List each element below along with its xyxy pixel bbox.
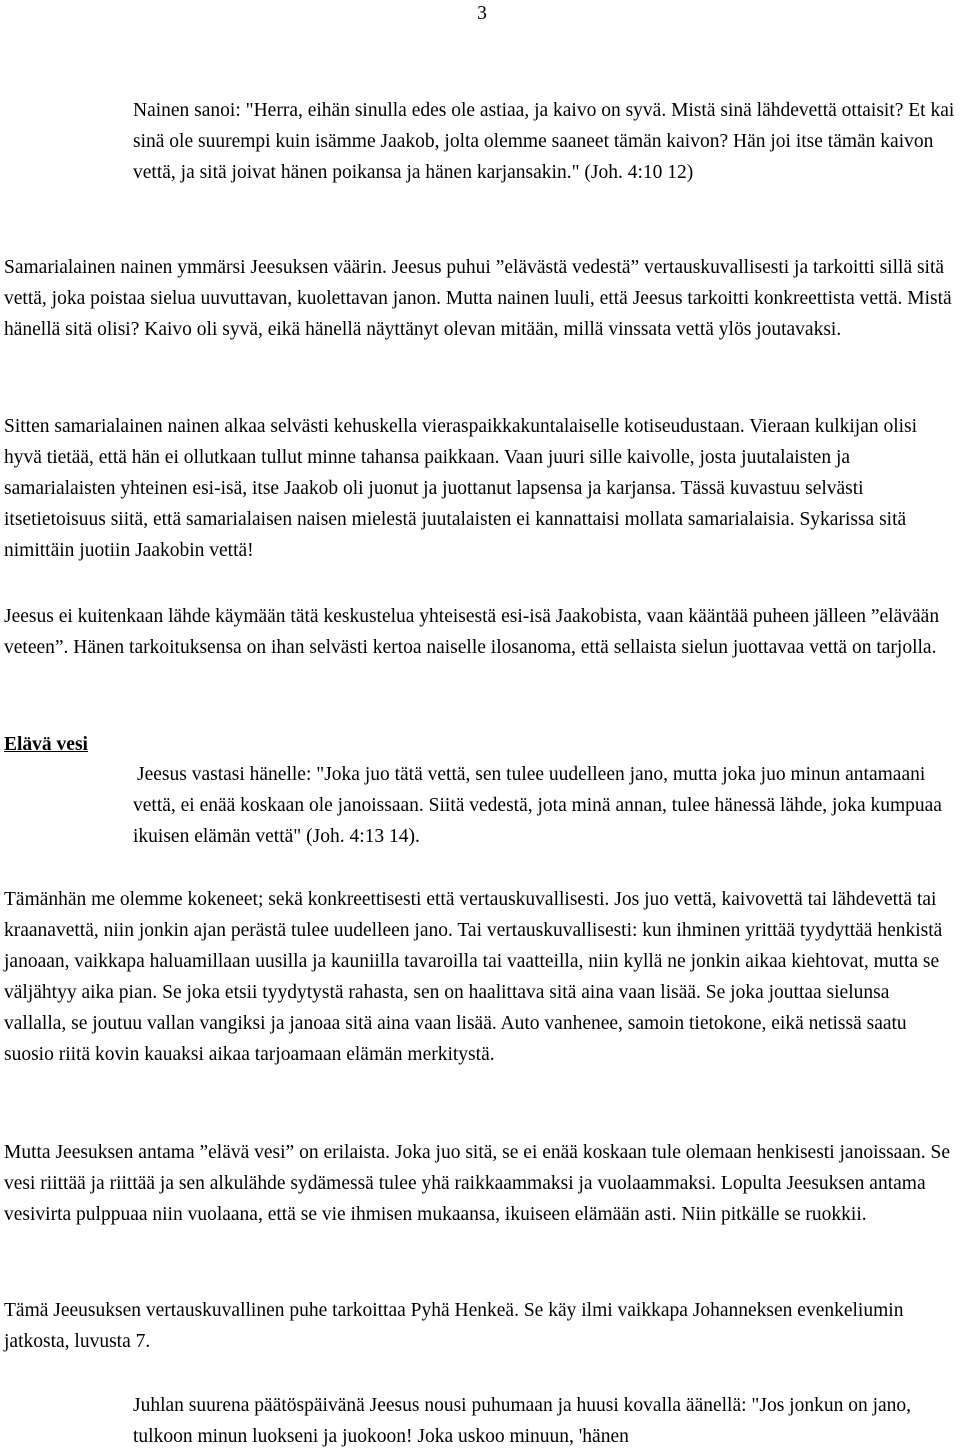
quote-block-3: Juhlan suurena päätöspäivänä Jeesus nousi puhumaan ja huusi kovalla äänellä: "Jos jonkun on jano, tulkoon minun luokseni ja juokoon! Joka uskoo minuun, 'hänen: [133, 1395, 912, 1447]
paragraph-4: Tämänhän me olemme kokeneet; sekä konkreettisesti että vertauskuvallisesti. Jos juo vettä, kaivovettä tai lähdevettä tai kraanavettä, niin jonkin ajan perästä tulee uudelleen jano. Tai vertauskuvallisesti: kun ihminen yrittää tyydyttää henkistä janoaan, vaikkapa haluamillaan uusilla ja kauniilla tavaroilla tai vaatteilla, niin kyllä ne jonkin aikaa kiehtovat, mutta se väljähtyy aika pian. Se joka etsii tyydytystä rahasta, sen on haalittava sitä aina vaan lisää. Se joka jouttaa sielunsa vallalla, se joutuu vallan vangiksi ja janoaa sitä aina vaan lisää. Auto vanhenee, samoin tietokone, eikä netissä saatu suosio riitä kovin kauaksi aikaa tarjoamaan elämän merkitystä.: [4, 889, 943, 1065]
paragraph-1: Samarialainen nainen ymmärsi Jeesuksen väärin. Jeesus puhui ”elävästä vedestä” vertauskuvallisesti ja tarkoitti sillä sitä vettä, joka poistaa sielua uuvuttavan, kuolettavan janon. Mutta nainen luuli, että Jeesus tarkoitti konkreettista vettä. Mistä hänellä sitä olisi? Kaivo oli syvä, eikä hänellä näyttänyt olevan mitään, millä vinssata vettä ylös joutavaksi.: [4, 257, 952, 340]
paragraph-6: Tämä Jeeusuksen vertauskuvallinen puhe tarkoittaa Pyhä Henkeä. Se käy ilmi vaikkapa Johanneksen evenkeliumin jatkosta, luvusta 7.: [4, 1300, 904, 1352]
paragraph-3: Jeesus ei kuitenkaan lähde käymään tätä keskustelua yhteisestä esi-isä Jaakobista, vaan kääntää puheen jälleen ”elävään veteen”. Hänen tarkoituksensa on ihan selvästi kertoa naiselle ilosanoma, että sellaista sielun juottavaa vettä on tarjolla.: [4, 606, 940, 658]
section-heading: Elävä vesi: [4, 734, 88, 755]
page-number: 3: [477, 3, 487, 24]
quote-block-2: Jeesus vastasi hänelle: "Joka juo tätä vettä, sen tulee uudelleen jano, mutta joka juo minun antamaani vettä, ei enää koskaan ole janoissaan. Siitä vedestä, jota minä annan, tulee hänessä lähde, joka kumpuaa ikuisen elämän vettä" (Joh. 4:13 14).: [133, 764, 942, 847]
quote-block-1: Nainen sanoi: "Herra, eihän sinulla edes ole astiaa, ja kaivo on syvä. Mistä sinä lähdevettä ottaisit? Et kai sinä ole suurempi kuin isämme Jaakob, jolta olemme saaneet tämän kaivon? Hän joi itse tämän kaivon vettä, ja sitä joivat hänen poikansa ja hänen karjansakin." (Joh. 4:10 12): [133, 100, 955, 183]
paragraph-2: Sitten samarialainen nainen alkaa selvästi kehuskella vieraspaikkakuntalaiselle kotiseudustaan. Vieraan kulkijan olisi hyvä tietää, että hän ei ollutkaan tullut minne tahansa paikkaan. Vaan juuri sille kaivolle, josta juutalaisten ja samarialaisten yhteinen esi-isä, itse Jaakob oli juonut ja juottanut lapsensa ja karjansa. Tässä kuvastuu selvästi itsetietoisuus siitä, että samarialaisen naisen mielestä juutalaisten ei kannattaisi mollata samarialaisia. Sykarissa sitä nimittäin juotiin Jaakobin vettä!: [4, 416, 918, 561]
paragraph-5: Mutta Jeesuksen antama ”elävä vesi” on erilaista. Joka juo sitä, se ei enää koskaan tule olemaan henkisesti janoissaan. Se vesi riittää ja riittää ja sen alkulähde sydämessä tulee yhä raikkaammaksi ja vuolaammaksi. Lopulta Jeesuksen antama vesivirta pulppuaa niin vuolaana, että se vie ihmisen mukaansa, ikuiseen elämään asti. Niin pitkälle se ruokkii.: [4, 1142, 950, 1225]
